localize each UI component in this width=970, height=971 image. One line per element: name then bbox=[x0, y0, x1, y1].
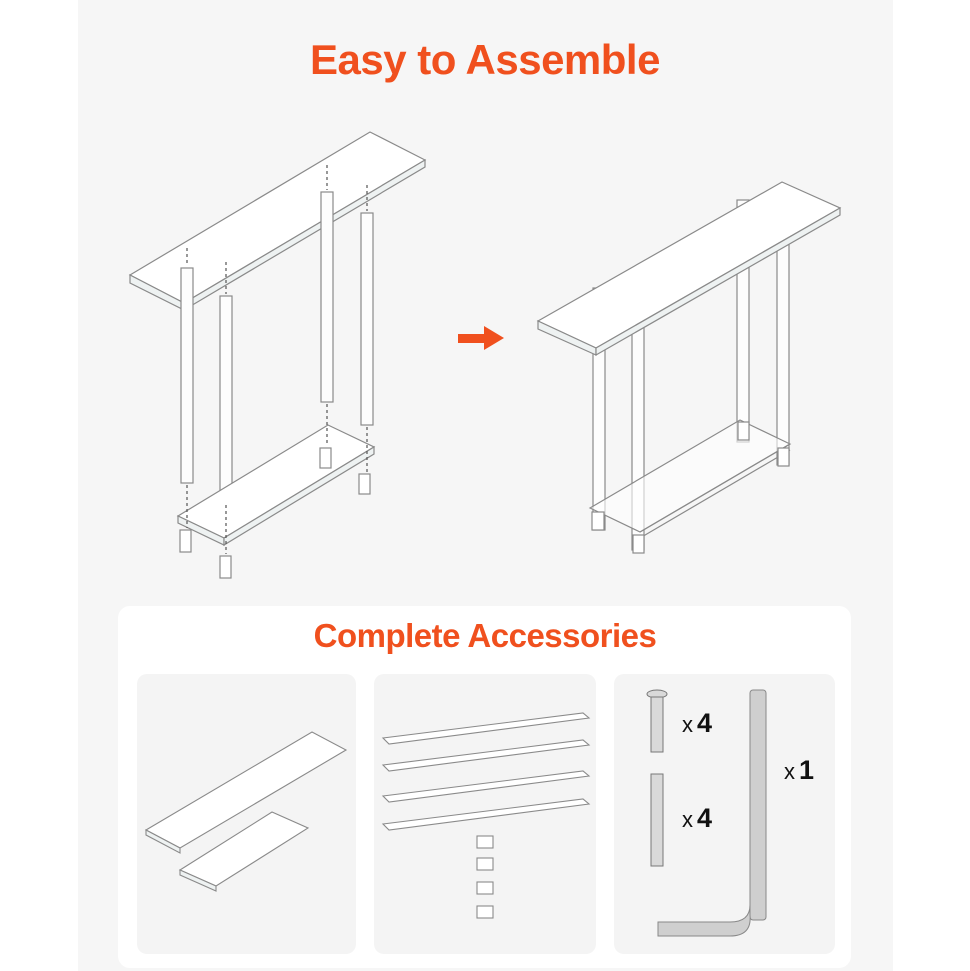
feet-blocks bbox=[477, 836, 493, 918]
page-title: Easy to Assemble bbox=[310, 36, 660, 83]
leg-bars bbox=[383, 713, 589, 830]
screw-short-quantity: x 4 bbox=[682, 803, 713, 833]
screw-long-quantity: x 4 bbox=[682, 708, 713, 738]
threaded-rod-icon bbox=[651, 774, 663, 866]
allen-key-quantity: x 1 bbox=[784, 755, 815, 785]
accessories-title: Complete Accessories bbox=[313, 617, 657, 654]
screw-icon bbox=[647, 690, 667, 752]
